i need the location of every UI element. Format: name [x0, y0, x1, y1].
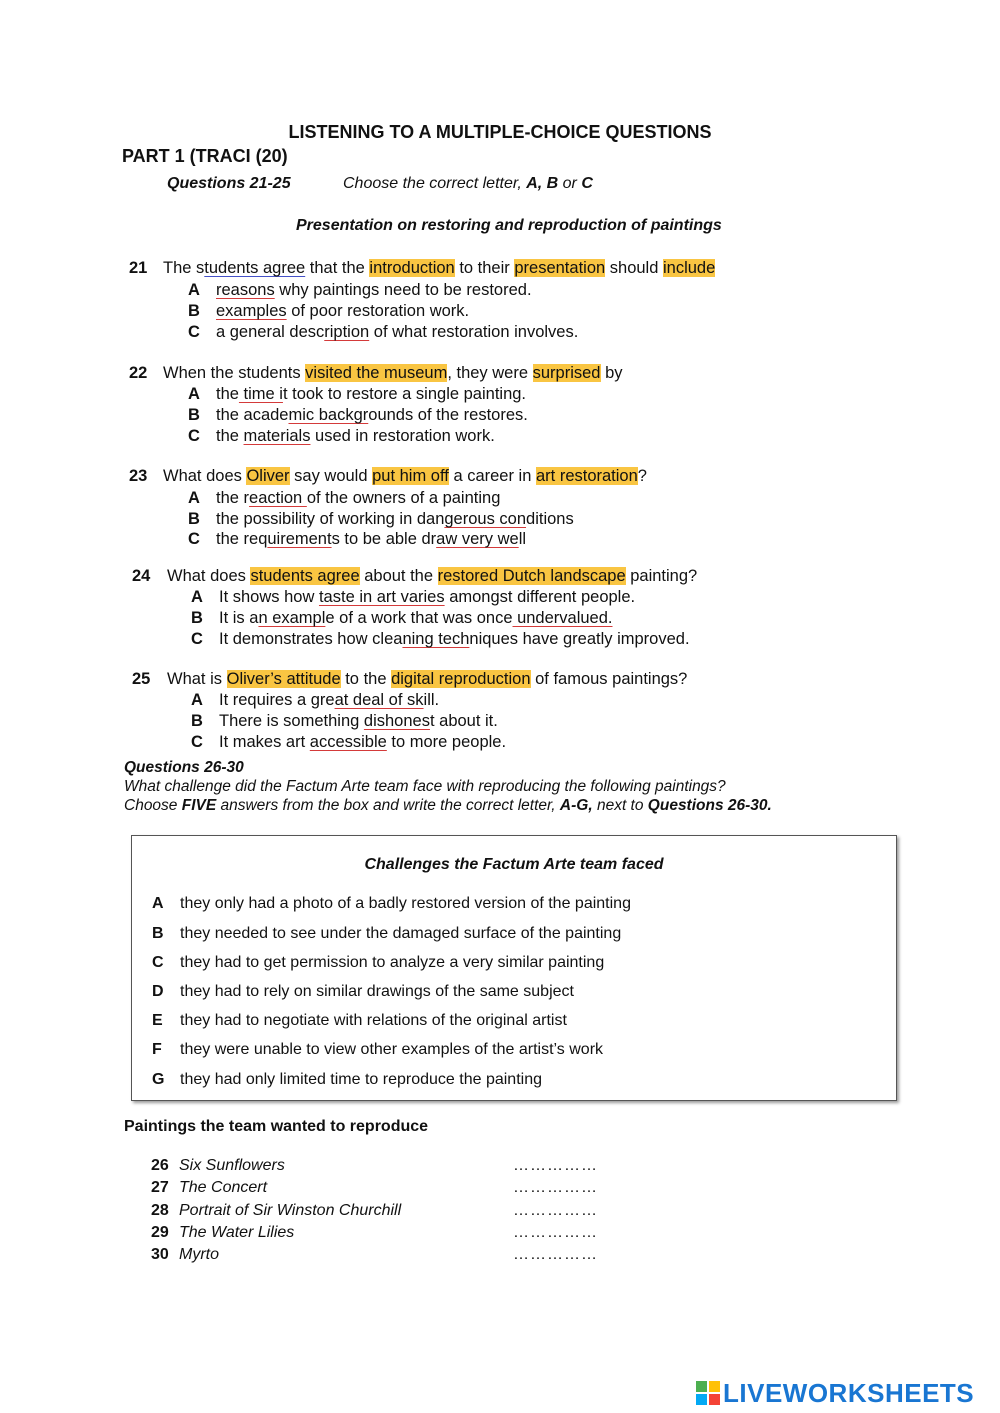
answer-blank[interactable]: ……………	[513, 1246, 598, 1263]
question-stem: When the students visited the museum, they were surprised by	[163, 364, 623, 382]
questions-26-30-prompt: What challenge did the Factum Arte team face with reproducing the following paintings?	[124, 778, 726, 795]
liveworksheets-logo-icon	[696, 1381, 720, 1405]
questions-26-30-instruction: Choose FIVE answers from the box and write the correct letter, A-G, next to Questions 26-30.	[124, 797, 772, 814]
question-stem: What does Oliver say would put him off a career in art restoration?	[163, 467, 647, 485]
question-number: 22	[129, 364, 148, 382]
answer-blank[interactable]: ……………	[513, 1179, 598, 1196]
paintings-title: Paintings the team wanted to reproduce	[124, 1118, 429, 1135]
instruction: Choose the correct letter, A, B or C	[343, 175, 593, 192]
section-subtitle: Presentation on restoring and reproduction of paintings	[296, 217, 722, 234]
answer-blank[interactable]: ……………	[513, 1157, 598, 1174]
question-stem: What is Oliver’s attitude to the digital reproduction of famous paintings?	[167, 670, 688, 688]
page-title: LISTENING TO A MULTIPLE-CHOICE QUESTIONS	[288, 122, 712, 142]
answer-blank[interactable]: ……………	[513, 1202, 598, 1219]
logo-text: LIVEWORKSHEETS	[723, 1378, 975, 1408]
challenges-box: Challenges the Factum Arte team faced A they only had a photo of a badly restored version of the painting B they needed to see under the damaged surface of the painting C they had to get permission to analyze a very similar painting D they had to rely on similar drawings of the same subject E they had to negotiate with relations of the original artist F they were unable to view other examples of the artist’s work G they had only limited time to reproduce the painting	[131, 835, 897, 1101]
question-number: 24	[132, 567, 151, 585]
question-number: 21	[129, 259, 148, 277]
questions-label: Questions 21-25	[167, 175, 291, 192]
question-stem: The students agree that the introduction to their presentation should include	[163, 259, 716, 277]
question-number: 23	[129, 467, 148, 485]
part-heading: PART 1 (TRACI (20)	[122, 146, 288, 166]
question-stem: What does students agree about the restored Dutch landscape painting?	[167, 567, 698, 585]
answer-blank[interactable]: ……………	[513, 1224, 598, 1241]
challenges-title: Challenges the Factum Arte team faced	[364, 856, 664, 873]
questions-26-30-label: Questions 26-30	[124, 759, 244, 776]
question-number: 25	[132, 670, 151, 688]
